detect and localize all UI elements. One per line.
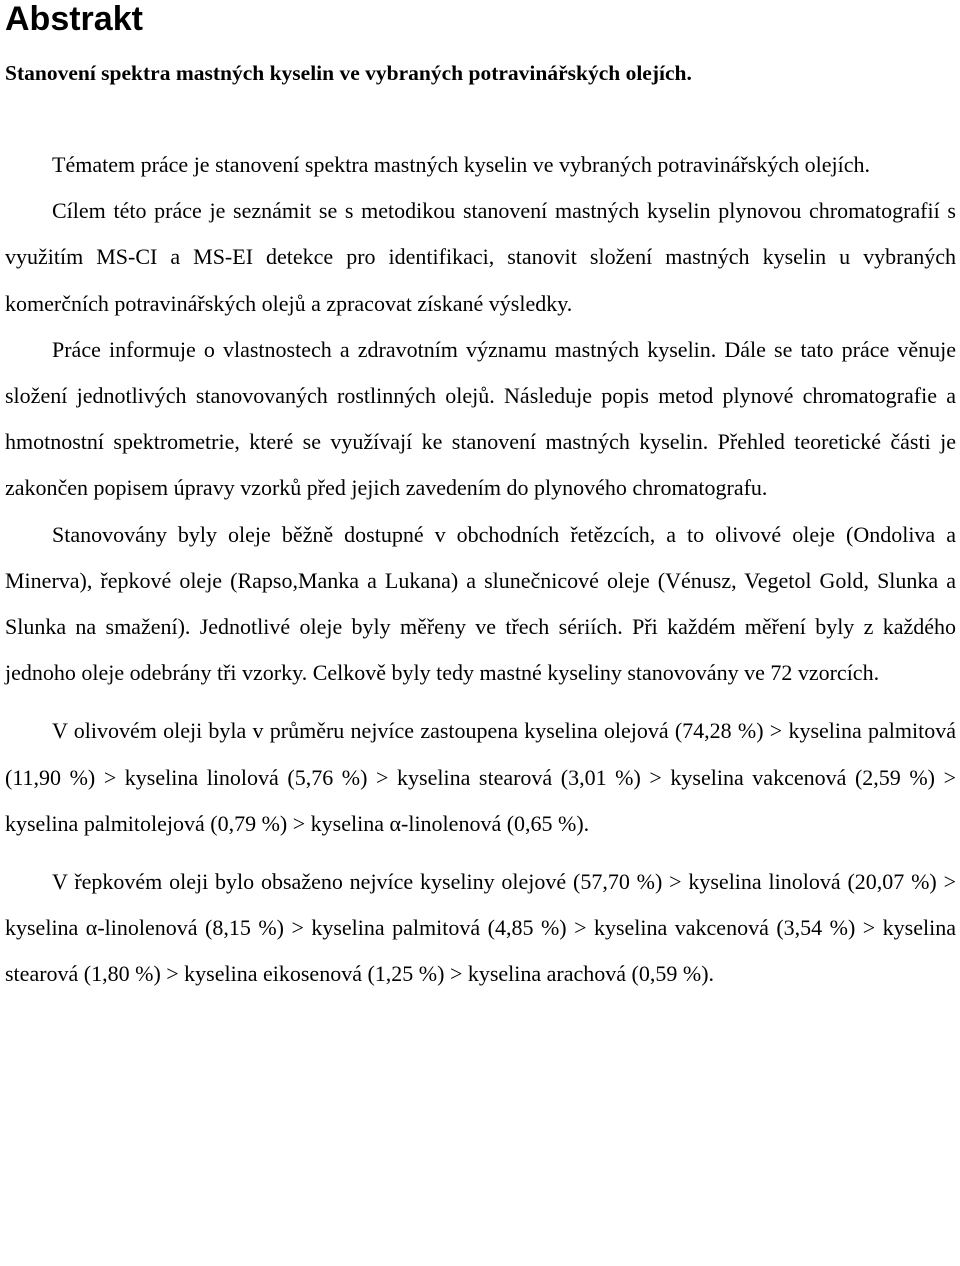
paragraph-samples: Stanovovány byly oleje běžně dostupné v obchodních řetězcích, a to olivové oleje (Ondoliva a Minerva), řepkové oleje (Rapso,Manka a Lukana) a slunečnicové oleje (Vénusz, Vegetol Gold, Slunka a Slunka na smažení). Jednotlivé oleje byly měřeny ve třech sériích. Při každém měření byly z každého jednoho oleje odebrány tři vzorky. Celkově byly tedy mastné kyseliny stanovovány ve 72 vzorcích. — [5, 521, 956, 686]
paragraph-olive-oil: V olivovém oleji byla v průměru nejvíce zastoupena kyselina olejová (74,28 %) > kyselina palmitová (11,90 %) > kyselina linolová (5,76 %) > kyselina stearová (3,01 %) > kyselina vakcenová (2,59 %) > kyselina palmitolejová (0,79 %) > kyselina α-linolenová (0,65 %). — [5, 718, 956, 836]
document-subtitle: Stanovení spektra mastných kyselin ve vybraných potravinářských olejích. — [5, 61, 692, 85]
page-title: Abstrakt — [5, 0, 143, 38]
paragraph-goal: Cílem této práce je seznámit se s metodikou stanovení mastných kyselin plynovou chromatografií s využitím MS-CI a MS-EI detekce pro identifikaci, stanovit složení mastných kyselin u vybraných komerčních potravinářských olejů a zpracovat získané výsledky. — [5, 198, 956, 316]
paragraph-rapeseed-oil: V řepkovém oleji bylo obsaženo nejvíce kyseliny olejové (57,70 %) > kyselina linolová (20,07 %) > kyselina α-linolenová (8,15 %) > kyselina palmitová (4,85 %) > kyselina vakcenová (3,54 %) > kyselina stearová (1,80 %) > kyselina eikosenová (1,25 %) > kyselina arachová (0,59 %). — [5, 869, 956, 987]
paragraph-theory: Práce informuje o vlastnostech a zdravotním významu mastných kyselin. Dále se tato práce věnuje složení jednotlivých stanovovaných rostlinných olejů. Následuje popis metod plynové chromatografie a hmotnostní spektrometrie, které se využívají ke stanovení mastných kyselin. Přehled teoretické části je zakončen popisem úpravy vzorků před jejich zavedením do plynového chromatografu. — [5, 336, 956, 501]
paragraph-topic: Tématem práce je stanovení spektra mastných kyselin ve vybraných potravinářských olejích. — [52, 152, 870, 177]
document-page — [5, 0, 956, 998]
